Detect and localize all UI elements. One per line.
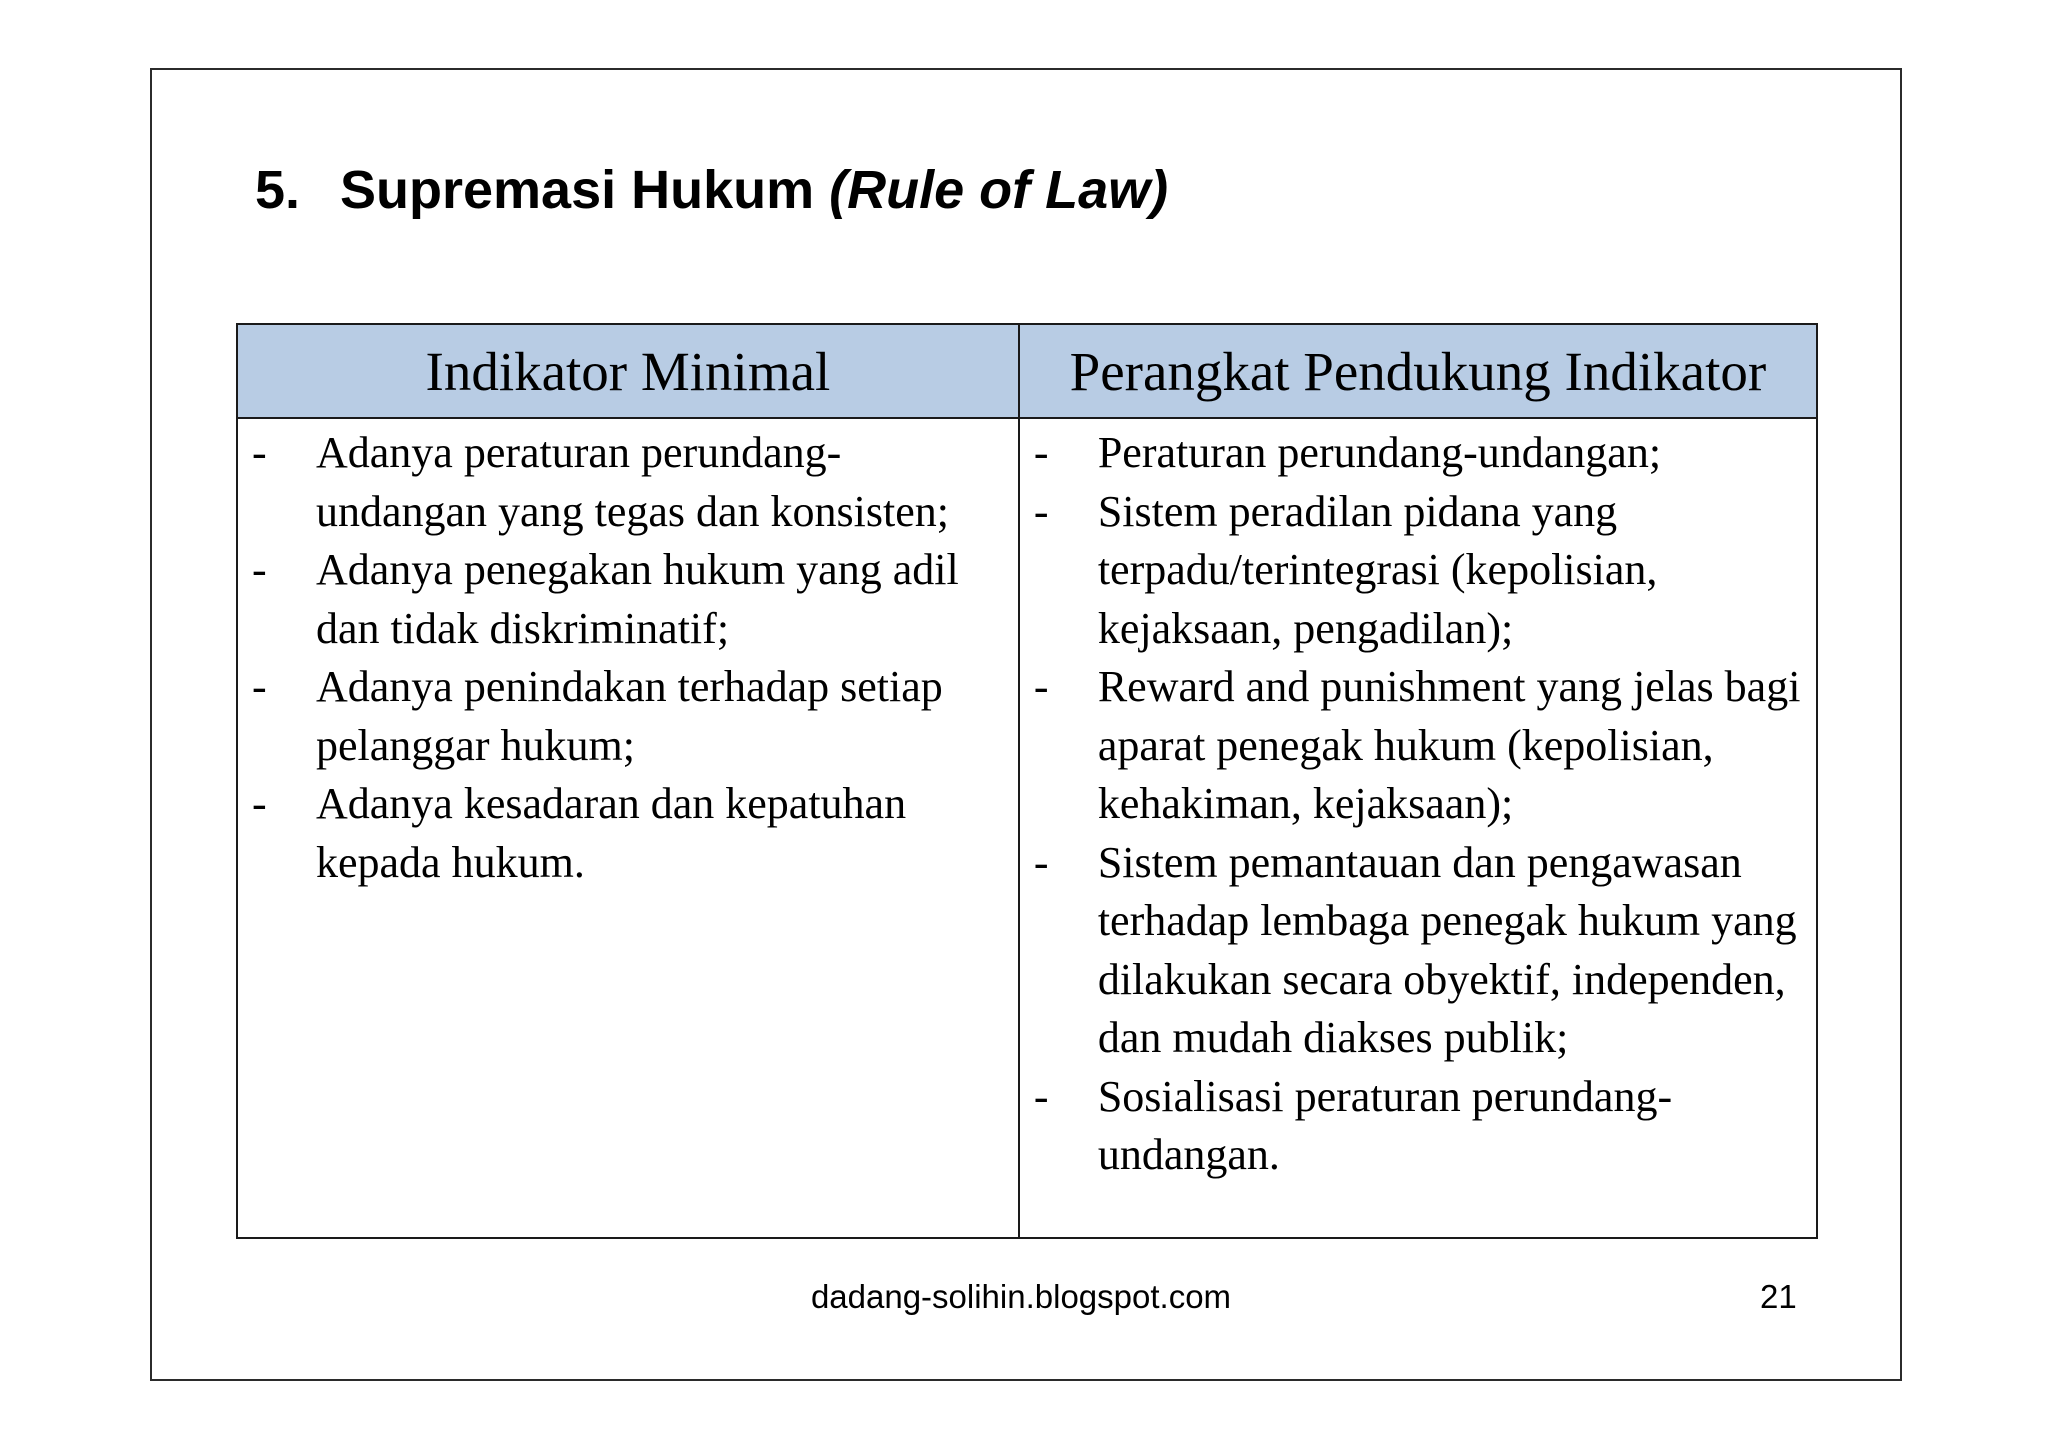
header-indikator-minimal: Indikator Minimal — [237, 324, 1019, 418]
dash-marker: - — [1033, 1071, 1049, 1121]
dash-marker: - — [252, 428, 267, 477]
list-item — [238, 658, 1018, 775]
list-item-text: Adanya penindakan terhadap setiap pelanggar hukum; — [316, 662, 943, 770]
list-item-text: Adanya peraturan perundang-undangan yang tegas dan konsisten; — [316, 428, 949, 536]
list-item — [1020, 658, 1816, 834]
list-item-text: Sistem peradilan pidana yang terpadu/terintegrasi (kepolisian, kejaksaan, pengadilan); — [1097, 486, 1658, 653]
right-list — [1020, 419, 1816, 1185]
dash-marker: - — [1033, 486, 1049, 536]
list-item — [1020, 424, 1816, 483]
table-body-row — [237, 418, 1817, 1238]
list-item — [238, 424, 1018, 541]
footer-url — [0, 1278, 2048, 1316]
dash-marker: - — [252, 545, 267, 594]
header-perangkat-pendukung: Perangkat Pendukung Indikator — [1019, 324, 1817, 418]
list-item — [1020, 483, 1816, 659]
slide-title — [255, 158, 1168, 223]
title-number: 5. — [255, 160, 301, 220]
footer-url-text: dadang-solihin.blogspot.com — [810, 1278, 1232, 1315]
list-item — [1020, 834, 1816, 1068]
table-header-row — [237, 324, 1817, 418]
list-item-text: Sosialisasi peraturan perundang-undangan. — [1097, 1071, 1673, 1179]
list-item-text: Peraturan perundang-undangan; — [1097, 428, 1662, 477]
list-item-text: Adanya penegakan hukum yang adil dan tidak diskriminatif; — [316, 545, 959, 653]
list-item-text: Reward and punishment yang jelas bagi aparat penegak hukum (kepolisian, kehakiman, kejaksaan); — [1097, 662, 1801, 828]
list-item — [238, 775, 1018, 892]
indicator-table — [236, 323, 1818, 1239]
page-number: 21 — [1760, 1278, 1797, 1315]
list-item — [1020, 1068, 1816, 1185]
list-item-text: Adanya kesadaran dan kepatuhan kepada hukum. — [316, 779, 907, 887]
dash-marker: - — [252, 779, 267, 828]
title-main: Supremasi Hukum — [340, 160, 830, 220]
dash-marker: - — [1033, 428, 1049, 477]
dash-marker: - — [1033, 662, 1049, 711]
cell-perangkat-pendukung — [1019, 418, 1817, 1238]
left-list — [238, 419, 1018, 892]
cell-indikator-minimal — [237, 418, 1019, 1238]
dash-marker: - — [1033, 837, 1049, 887]
dash-marker: - — [252, 662, 267, 711]
list-item-text: Sistem pemantauan dan pengawasan terhadap lembaga penegak hukum yang dilakukan secara obyektif, independen, dan mudah diakses publik; — [1097, 837, 1797, 1062]
title-english: (Rule of Law) — [829, 160, 1169, 220]
list-item — [238, 541, 1018, 658]
